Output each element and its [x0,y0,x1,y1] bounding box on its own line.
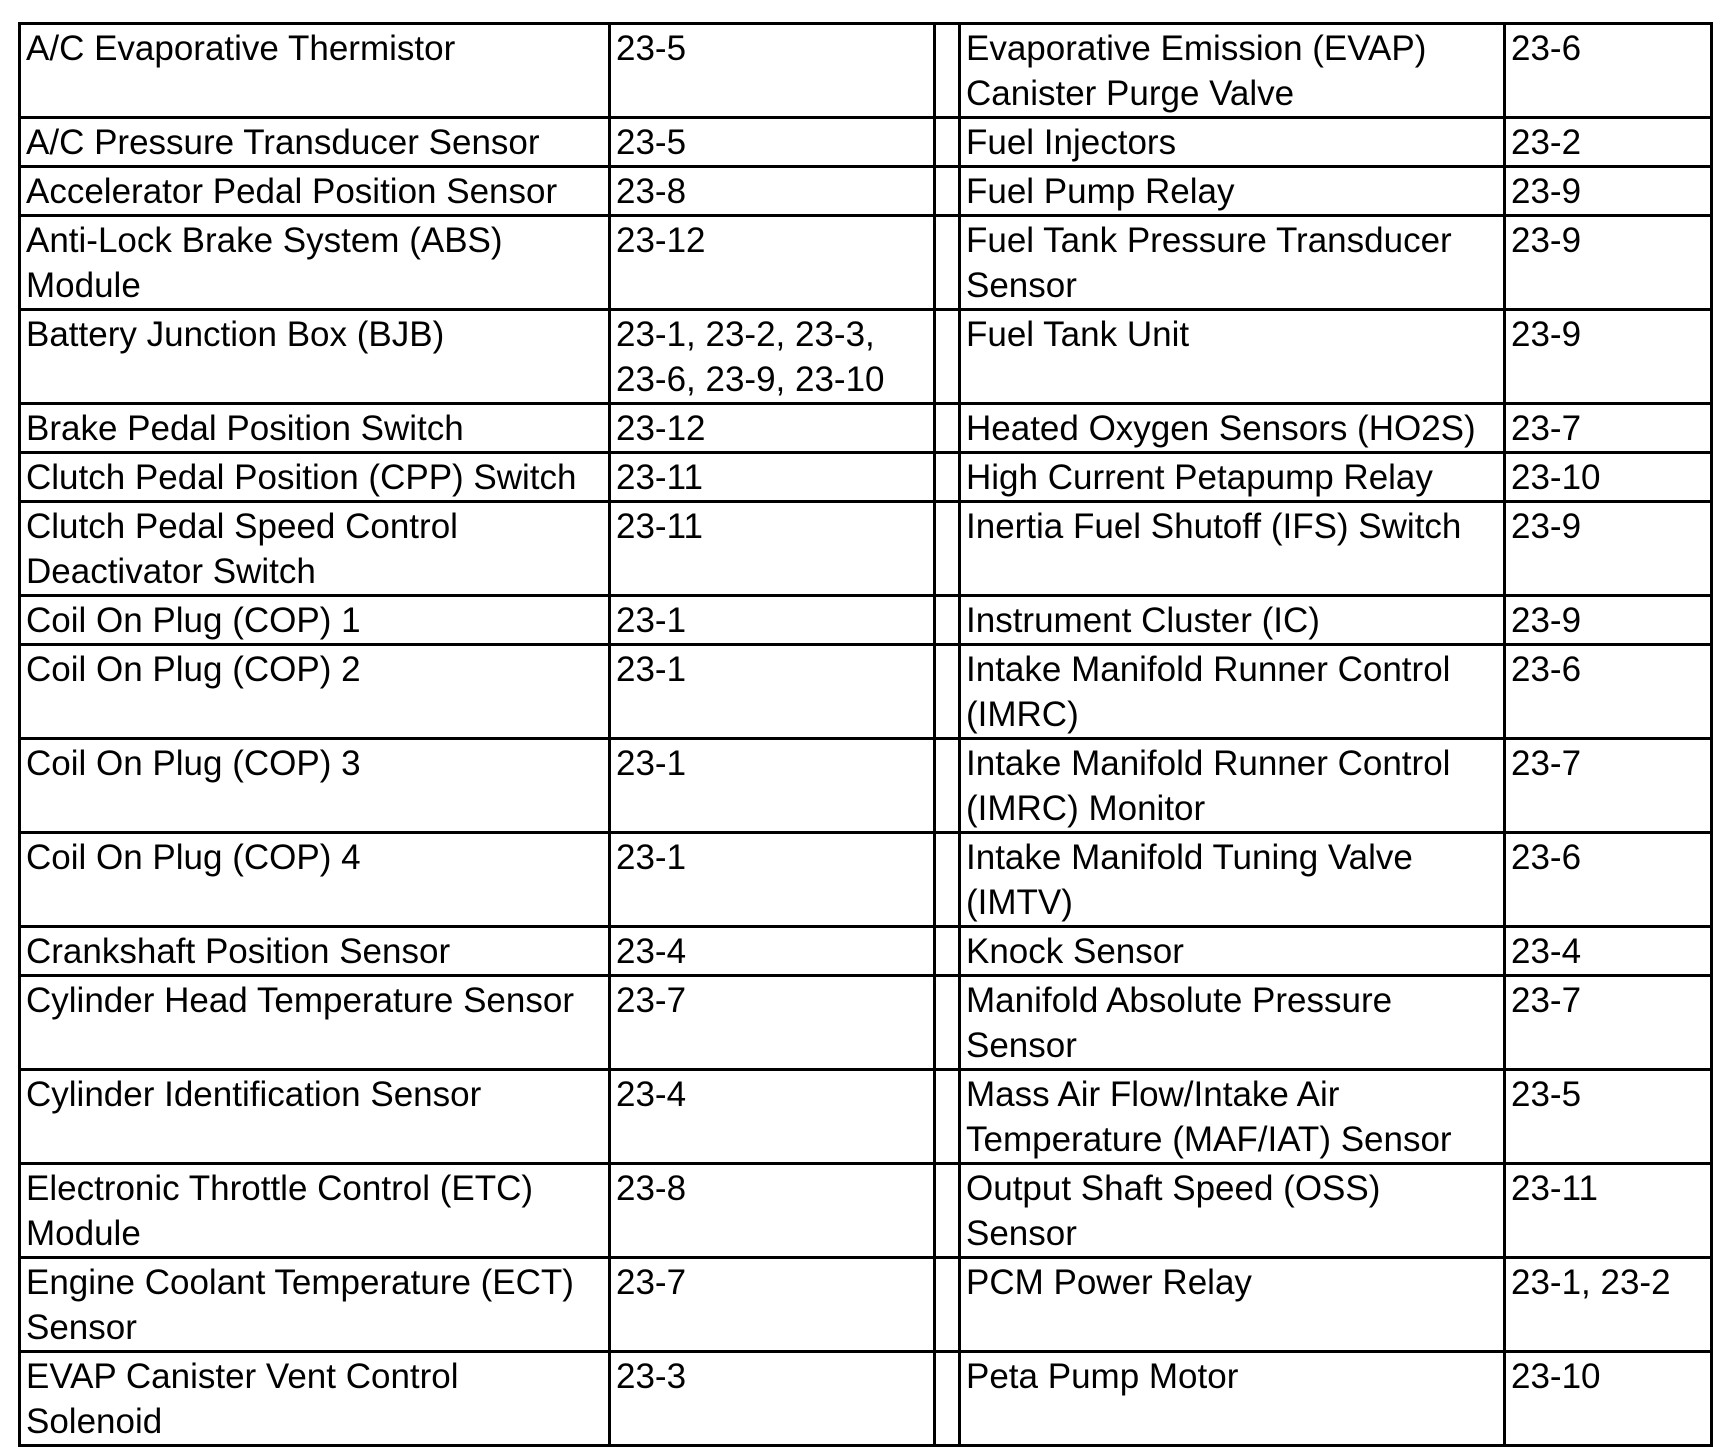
column-separator [935,167,960,216]
component-name-cell: Engine Coolant Temperature (ECT) Sensor [20,1258,610,1352]
figure-ref-cell: 23-1 [610,739,935,833]
column-separator [935,404,960,453]
component-name-cell: Output Shaft Speed (OSS) Sensor [960,1164,1505,1258]
column-separator [935,976,960,1070]
figure-ref-cell: 23-6 [1505,24,1712,118]
figure-ref-cell: 23-1, 23-2, 23-3, 23-6, 23-9, 23-10 [610,310,935,404]
table-row [20,1258,1712,1352]
component-name-cell: EVAP Canister Vent Control Solenoid [20,1352,610,1446]
component-name-cell: A/C Pressure Transducer Sensor [20,118,610,167]
figure-ref-cell: 23-7 [1505,404,1712,453]
table-row [20,1352,1712,1446]
figure-ref-cell: 23-9 [1505,310,1712,404]
column-separator [935,1258,960,1352]
table-row [20,24,1712,118]
figure-ref-cell: 23-8 [610,1164,935,1258]
column-separator [935,1070,960,1164]
figure-ref-cell: 23-1, 23-2 [1505,1258,1712,1352]
figure-ref-cell: 23-1 [610,833,935,927]
figure-ref-cell: 23-7 [610,1258,935,1352]
figure-ref-cell: 23-2 [1505,118,1712,167]
figure-ref-cell: 23-9 [1505,167,1712,216]
figure-ref-cell: 23-5 [1505,1070,1712,1164]
figure-ref-cell: 23-11 [610,453,935,502]
column-separator [935,310,960,404]
figure-ref-cell: 23-8 [610,167,935,216]
column-separator [935,645,960,739]
component-name-cell: Intake Manifold Tuning Valve (IMTV) [960,833,1505,927]
column-separator [935,1352,960,1446]
component-name-cell: Coil On Plug (COP) 4 [20,833,610,927]
figure-ref-cell: 23-12 [610,216,935,310]
table-row [20,404,1712,453]
component-name-cell: High Current Petapump Relay [960,453,1505,502]
component-name-cell: Peta Pump Motor [960,1352,1505,1446]
component-name-cell: Mass Air Flow/Intake Air Temperature (MAF/IAT) Sensor [960,1070,1505,1164]
figure-ref-cell: 23-1 [610,645,935,739]
figure-ref-cell: 23-10 [1505,1352,1712,1446]
component-name-cell: A/C Evaporative Thermistor [20,24,610,118]
table-row [20,739,1712,833]
figure-ref-cell: 23-6 [1505,645,1712,739]
component-name-cell: Intake Manifold Runner Control (IMRC) [960,645,1505,739]
column-separator [935,118,960,167]
figure-ref-cell: 23-4 [1505,927,1712,976]
component-name-cell: Clutch Pedal Position (CPP) Switch [20,453,610,502]
table-row [20,216,1712,310]
figure-ref-cell: 23-7 [610,976,935,1070]
figure-ref-cell: 23-6 [1505,833,1712,927]
table-row [20,645,1712,739]
component-name-cell: Evaporative Emission (EVAP) Canister Purge Valve [960,24,1505,118]
table-row [20,1070,1712,1164]
figure-ref-cell: 23-9 [1505,596,1712,645]
table-row [20,118,1712,167]
column-separator [935,927,960,976]
component-name-cell: Brake Pedal Position Switch [20,404,610,453]
column-separator [935,596,960,645]
component-name-cell: Accelerator Pedal Position Sensor [20,167,610,216]
figure-ref-cell: 23-12 [610,404,935,453]
component-name-cell: Crankshaft Position Sensor [20,927,610,976]
table-row [20,310,1712,404]
component-name-cell: Coil On Plug (COP) 2 [20,645,610,739]
component-name-cell: Coil On Plug (COP) 1 [20,596,610,645]
column-separator [935,216,960,310]
figure-ref-cell: 23-9 [1505,502,1712,596]
column-separator [935,1164,960,1258]
column-separator [935,24,960,118]
column-separator [935,739,960,833]
component-name-cell: Intake Manifold Runner Control (IMRC) Monitor [960,739,1505,833]
figure-ref-cell: 23-11 [610,502,935,596]
table-row [20,596,1712,645]
figure-ref-cell: 23-5 [610,24,935,118]
figure-ref-cell: 23-7 [1505,739,1712,833]
figure-ref-cell: 23-9 [1505,216,1712,310]
figure-ref-cell: 23-4 [610,1070,935,1164]
figure-ref-cell: 23-1 [610,596,935,645]
component-name-cell: Fuel Tank Unit [960,310,1505,404]
component-name-cell: Cylinder Head Temperature Sensor [20,976,610,1070]
component-location-table [18,22,1713,1447]
component-name-cell: Clutch Pedal Speed Control Deactivator Switch [20,502,610,596]
component-name-cell: Fuel Injectors [960,118,1505,167]
column-separator [935,833,960,927]
component-name-cell: Fuel Tank Pressure Transducer Sensor [960,216,1505,310]
figure-ref-cell: 23-5 [610,118,935,167]
component-name-cell: Manifold Absolute Pressure Sensor [960,976,1505,1070]
table-row [20,927,1712,976]
figure-ref-cell: 23-7 [1505,976,1712,1070]
component-name-cell: Inertia Fuel Shutoff (IFS) Switch [960,502,1505,596]
table-row [20,167,1712,216]
component-name-cell: PCM Power Relay [960,1258,1505,1352]
figure-ref-cell: 23-3 [610,1352,935,1446]
component-name-cell: Knock Sensor [960,927,1505,976]
figure-ref-cell: 23-11 [1505,1164,1712,1258]
table-row [20,1164,1712,1258]
table-row [20,502,1712,596]
component-name-cell: Anti-Lock Brake System (ABS) Module [20,216,610,310]
table-row [20,453,1712,502]
component-name-cell: Electronic Throttle Control (ETC) Module [20,1164,610,1258]
component-name-cell: Fuel Pump Relay [960,167,1505,216]
column-separator [935,502,960,596]
component-name-cell: Heated Oxygen Sensors (HO2S) [960,404,1505,453]
component-name-cell: Battery Junction Box (BJB) [20,310,610,404]
column-separator [935,453,960,502]
component-name-cell: Coil On Plug (COP) 3 [20,739,610,833]
figure-ref-cell: 23-10 [1505,453,1712,502]
component-name-cell: Instrument Cluster (IC) [960,596,1505,645]
figure-ref-cell: 23-4 [610,927,935,976]
component-name-cell: Cylinder Identification Sensor [20,1070,610,1164]
table-row [20,976,1712,1070]
table-row [20,833,1712,927]
